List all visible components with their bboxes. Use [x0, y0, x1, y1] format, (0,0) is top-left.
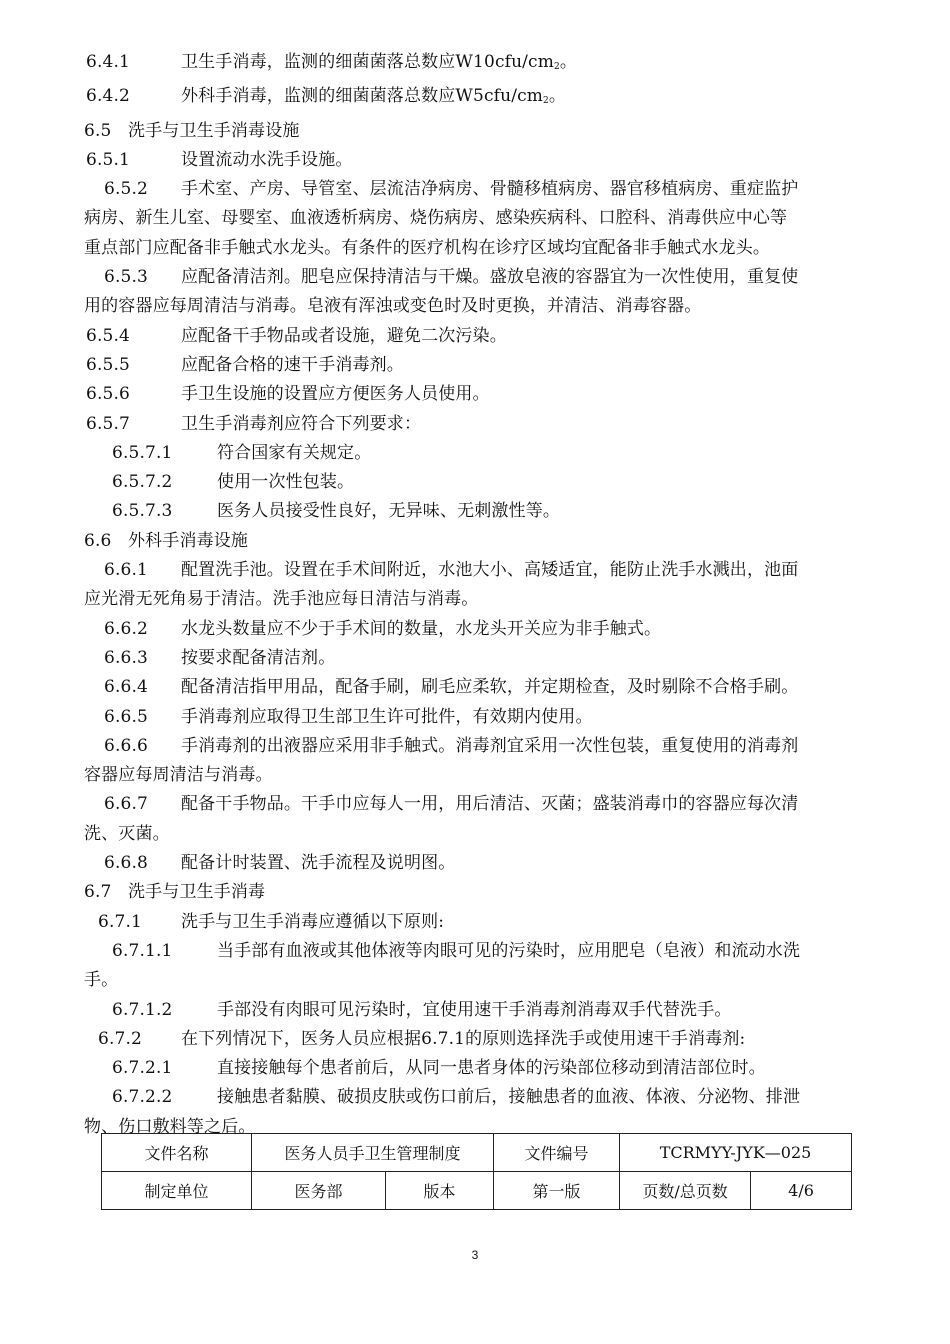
- clause-6-5-7-3: [84, 497, 866, 526]
- clause-6-7-2-1: [84, 1054, 866, 1083]
- clause-text: 当手部有血液或其他体液等肉眼可见的污染时，应用肥皂（皂液）和流动水洗: [217, 940, 801, 961]
- clause-6-7-1-2: [84, 996, 866, 1025]
- clause-6-7-1: [84, 908, 866, 937]
- clause-6-5-2-cont-1: 病房、新生儿室、母婴室、血液透析病房、烧伤病房、感染疾病科、口腔科、消毒供应中心等: [84, 208, 788, 229]
- value-page-count: 4/6: [751, 1172, 852, 1210]
- clause-number: 6.5.2: [104, 179, 149, 200]
- clause-6-5-3: [84, 263, 866, 292]
- clause-text: 在下列情况下，医务人员应根据6.7.1的原则选择洗手或使用速干手消毒剂:: [181, 1028, 746, 1049]
- value-version: 第一版: [494, 1172, 620, 1210]
- clause-text: 卫生手消毒剂应符合下列要求：: [181, 413, 422, 434]
- clause-number: 6.6.5: [104, 706, 149, 727]
- clause-number: 6.4.1: [86, 52, 131, 72]
- clause-text: 配置洗手池。设置在手术间附近，水池大小、高矮适宜，能防止洗手水溅出，池面: [181, 560, 799, 581]
- clause-number: 6.7.1: [98, 911, 143, 932]
- clause-number: 6.5.6: [86, 384, 131, 405]
- clause-6-6-8: [84, 849, 866, 878]
- clause-text: 配备计时装置、洗手流程及说明图。: [181, 853, 456, 874]
- clause-number: 6.5.7: [86, 413, 131, 434]
- clause-6-5-2-cont-2: 重点部门应配备非手触式水龙头。有条件的医疗机构在诊疗区域均宜配备非手触式水龙头。: [84, 237, 770, 258]
- clause-number: 6.6.3: [104, 647, 149, 668]
- clause-6-6-1-cont-1: 应光滑无死角易于清洁。洗手池应每日清洁与消毒。: [84, 589, 479, 610]
- section-number: 6.6: [84, 530, 112, 551]
- clause-6-5-7: [84, 410, 866, 439]
- clause-text: 接触患者黏膜、破损皮肤或伤口前后，接触患者的血液、体液、分泌物、排泄: [217, 1087, 801, 1108]
- clause-number: 6.7.1.2: [112, 999, 173, 1020]
- clause-6-6-7-cont-1: 洗、灭菌。: [84, 823, 170, 844]
- clause-subscript: 2: [543, 96, 549, 107]
- clause-6-5-7-1: [84, 439, 866, 468]
- label-file-name: 文件名称: [102, 1134, 252, 1172]
- clause-text: 手卫生设施的设置应方便医务人员使用。: [181, 384, 490, 405]
- clause-6-4-1: [84, 48, 866, 82]
- clause-6-6-5: [84, 703, 866, 732]
- clause-6-6-3: [84, 644, 866, 673]
- clause-6-7-1-1: [84, 937, 866, 966]
- clause-subscript: 2: [554, 62, 560, 72]
- clause-number: 6.6.7: [104, 794, 149, 815]
- clause-text: 按要求配备清洁剂。: [181, 647, 336, 668]
- clause-text: 使用一次性包装。: [217, 472, 355, 493]
- clause-6-6-2: [84, 615, 866, 644]
- clause-text: 卫生手消毒，监测的细菌菌落总数应W10cfu/cm: [181, 52, 554, 72]
- clause-6-7-2-2-cont-1: 物、伤口敷料等之后。: [84, 1116, 256, 1137]
- clause-number: 6.7.2.2: [112, 1087, 173, 1108]
- table-row: [102, 1172, 852, 1210]
- value-file-number: TCRMYY-JYK—025: [620, 1134, 852, 1172]
- clause-text: 应配备清洁剂。肥皂应保持清洁与干燥。盛放皂液的容器宜为一次性使用，重复使: [181, 267, 799, 288]
- clause-6-5-2: [84, 175, 866, 204]
- clause-6-6-6-cont-1: 容器应每周清洁与消毒。: [84, 765, 273, 786]
- clause-text: 直接接触每个患者前后，从同一患者身体的污染部位移动到清洁部位时。: [217, 1058, 766, 1079]
- clause-6-5-4: [84, 322, 866, 351]
- value-file-name: 医务人员手卫生管理制度: [252, 1134, 494, 1172]
- label-file-number: 文件编号: [494, 1134, 620, 1172]
- clause-text: 洗手与卫生手消毒应遵循以下原则:: [181, 911, 445, 932]
- section-6-5-heading: [84, 117, 866, 146]
- table-row: [102, 1134, 852, 1172]
- clause-6-5-7-2: [84, 468, 866, 497]
- clause-number: 6.5.4: [86, 325, 131, 346]
- clause-6-5-6: [84, 380, 866, 409]
- label-issuing-unit: 制定单位: [102, 1172, 252, 1210]
- value-issuing-unit: 医务部: [252, 1172, 386, 1210]
- clause-tail: 。: [548, 86, 567, 107]
- section-title: 洗手与卫生手消毒: [128, 882, 266, 903]
- clause-number: 6.5.7.1: [112, 442, 173, 463]
- clause-6-5-3-cont-1: 用的容器应每周清洁与消毒。皂液有浑浊或变色时及时更换，并清洁、消毒容器。: [84, 296, 702, 317]
- clause-number: 6.6.8: [104, 853, 149, 874]
- section-number: 6.5: [84, 120, 112, 141]
- clause-tail: 。: [559, 52, 578, 72]
- clause-6-4-2: [84, 82, 866, 116]
- page-number: 3: [471, 1248, 479, 1262]
- clause-text: 外科手消毒，监测的细菌菌落总数应W5cfu/cm: [181, 86, 544, 107]
- clause-number: 6.5.7.2: [112, 472, 173, 493]
- section-number: 6.7: [84, 882, 112, 903]
- clause-6-6-4: [84, 673, 866, 702]
- clause-number: 6.5.7.3: [112, 501, 173, 522]
- label-page-count: 页数/总页数: [620, 1172, 751, 1210]
- clause-number: 6.6.6: [104, 735, 149, 756]
- clause-text: 手消毒剂的出液器应采用非手触式。消毒剂宜采用一次性包装，重复使用的消毒剂: [181, 735, 799, 756]
- clause-text: 应配备合格的速干手消毒剂。: [181, 354, 404, 375]
- label-version: 版本: [386, 1172, 494, 1210]
- clause-6-7-2: [84, 1025, 866, 1054]
- clause-text: 应配备干手物品或者设施，避免二次污染。: [181, 325, 507, 346]
- clause-6-6-1: [84, 556, 866, 585]
- clause-6-6-7: [84, 790, 866, 819]
- clause-number: 6.7.2.1: [112, 1058, 173, 1079]
- section-6-7-heading: [84, 878, 866, 907]
- clause-text: 水龙头数量应不少于手术间的数量，水龙头开关应为非手触式。: [181, 618, 662, 639]
- clause-number: 6.6.1: [104, 560, 149, 581]
- clause-6-5-5: [84, 351, 866, 380]
- section-6-6-heading: [84, 527, 866, 556]
- clause-6-6-6: [84, 732, 866, 761]
- clause-text: 符合国家有关规定。: [217, 442, 372, 463]
- clause-text: 手部没有肉眼可见污染时，宜使用速干手消毒剂消毒双手代替洗手。: [217, 999, 732, 1020]
- clause-text: 配备清洁指甲用品，配备手刷，刷毛应柔软，并定期检查，及时剔除不合格手刷。: [181, 677, 799, 698]
- clause-number: 6.6.2: [104, 618, 149, 639]
- clause-number: 6.5.3: [104, 267, 149, 288]
- clause-number: 6.7.2: [98, 1028, 143, 1049]
- clause-text: 医务人员接受性良好，无异味、无刺激性等。: [217, 501, 560, 522]
- clause-number: 6.6.4: [104, 677, 149, 698]
- clause-number: 6.5.1: [86, 149, 131, 170]
- clause-number: 6.4.2: [86, 86, 131, 107]
- clause-6-5-1: [84, 146, 866, 175]
- clause-6-7-1-1-cont-1: 手。: [84, 970, 119, 991]
- clause-number: 6.5.5: [86, 354, 131, 375]
- clause-text: 手术室、产房、导管室、层流洁净病房、骨髓移植病房、器官移植病房、重症监护: [181, 179, 799, 200]
- section-title: 洗手与卫生手消毒设施: [128, 120, 300, 141]
- clause-number: 6.7.1.1: [112, 940, 173, 961]
- document-body: [84, 48, 866, 1142]
- document-control-table: [101, 1133, 852, 1210]
- clause-text: 手消毒剂应取得卫生部卫生许可批件，有效期内使用。: [181, 706, 593, 727]
- clause-text: 设置流动水洗手设施。: [181, 149, 353, 170]
- clause-text: 配备干手物品。干手巾应每人一用，用后清洁、灭菌；盛装消毒巾的容器应每次清: [181, 794, 799, 815]
- section-title: 外科手消毒设施: [128, 530, 249, 551]
- clause-6-7-2-2: [84, 1083, 866, 1112]
